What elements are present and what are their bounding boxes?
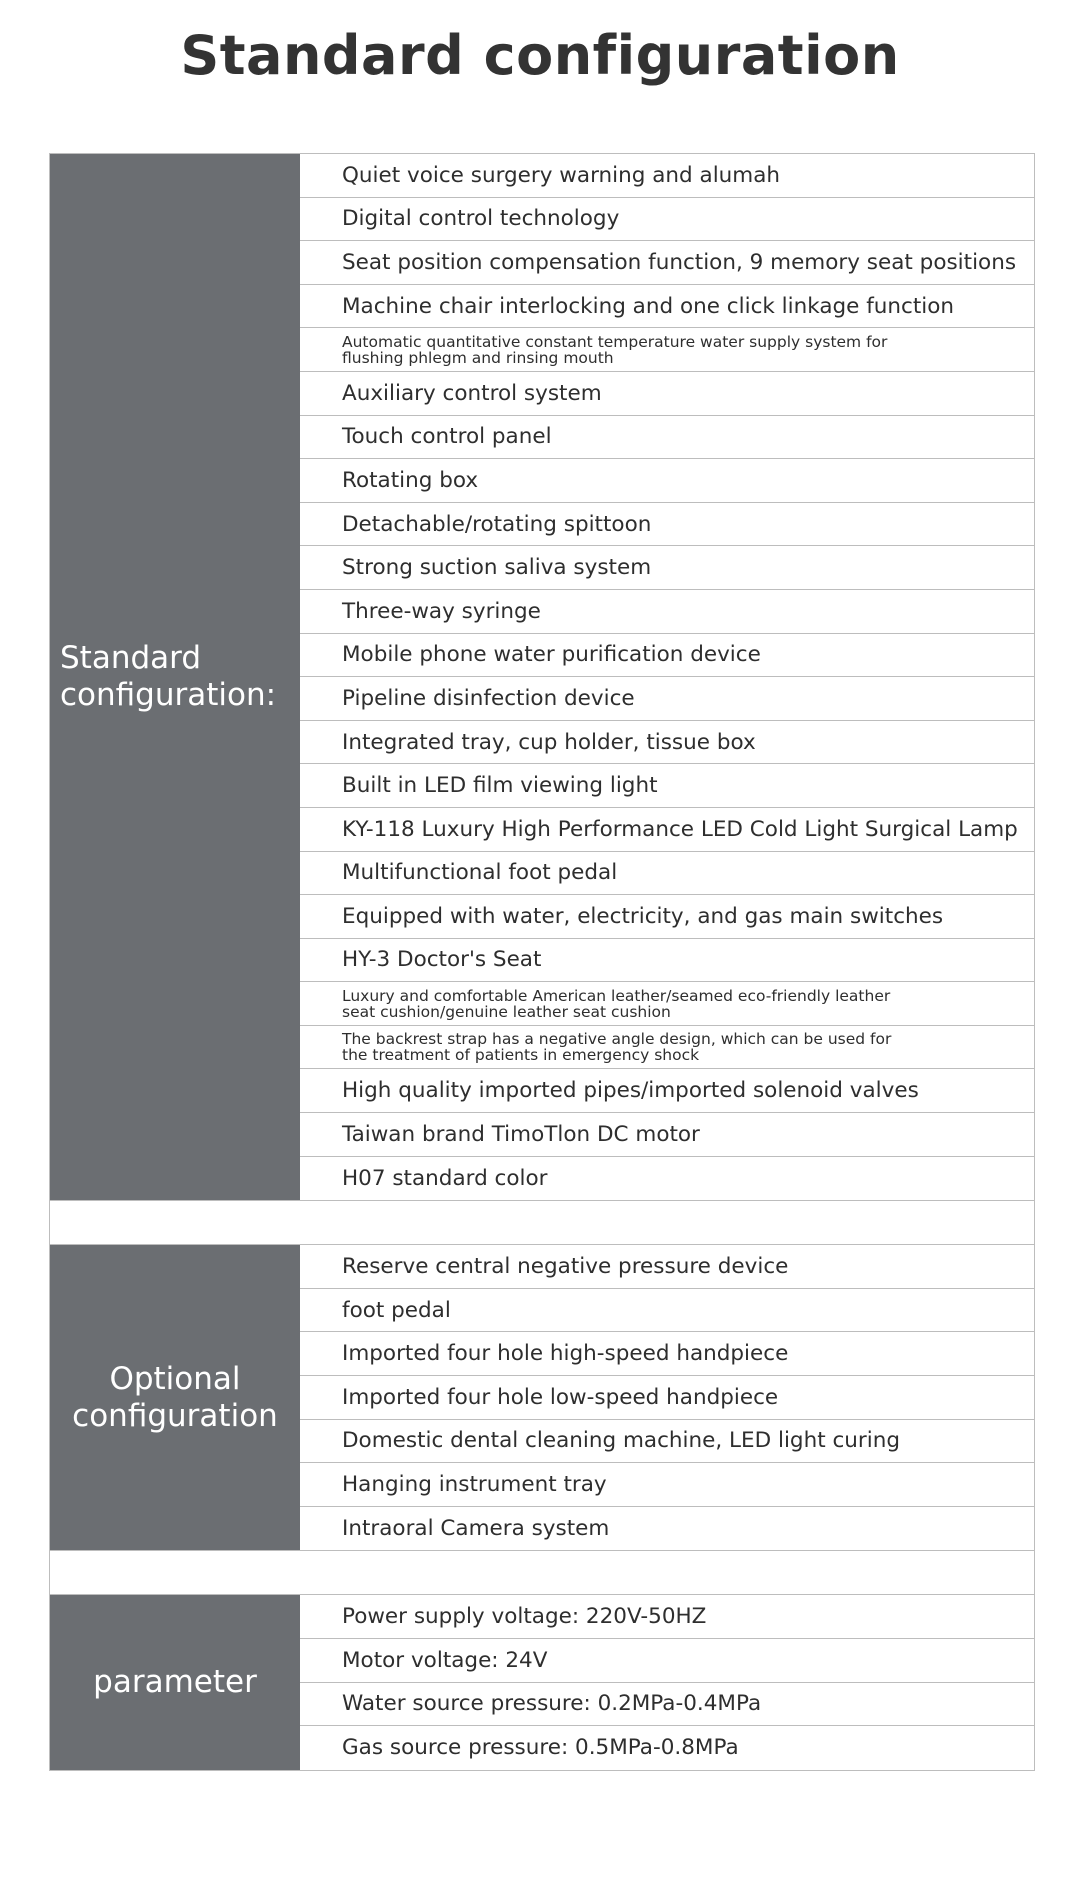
optional-configuration-section	[50, 1245, 1034, 1551]
section-label-parameter: parameter	[50, 1595, 300, 1769]
list-item: Luxury and comfortable American leather/seamed eco-friendly leather seat cushion/genuine leather seat cushion	[300, 982, 1034, 1026]
list-item: Seat position compensation function, 9 memory seat positions	[300, 241, 1034, 285]
configuration-table	[49, 153, 1035, 1771]
list-item: Gas source pressure: 0.5MPa-0.8MPa	[342, 1735, 739, 1761]
list-item: Quiet voice surgery warning and alumah	[300, 154, 1034, 198]
section-spacer	[50, 1201, 1034, 1245]
list-item: Imported four hole high-speed handpiece	[300, 1332, 1034, 1376]
list-item: Intraoral Camera system	[342, 1516, 610, 1542]
standard-configuration-section	[50, 154, 1034, 1201]
list-item: Mobile phone water purification device	[300, 634, 1034, 678]
list-item: Power supply voltage: 220V-50HZ	[300, 1595, 1034, 1639]
list-item: Pipeline disinfection device	[300, 677, 1034, 721]
list-item: Three-way syringe	[300, 590, 1034, 634]
list-item: Touch control panel	[300, 416, 1034, 460]
list-item: KY-118 Luxury High Performance LED Cold Light Surgical Lamp	[300, 808, 1034, 852]
list-item: Strong suction saliva system	[300, 546, 1034, 590]
list-item: Auxiliary control system	[300, 372, 1034, 416]
list-item: Digital control technology	[300, 198, 1034, 242]
standard-items-list	[300, 154, 1034, 1200]
list-item: Built in LED film viewing light	[300, 764, 1034, 808]
list-item: High quality imported pipes/imported solenoid valves	[300, 1069, 1034, 1113]
list-item: Motor voltage: 24V	[300, 1639, 1034, 1683]
section-label-optional: Optional configuration	[50, 1245, 300, 1550]
list-item: Reserve central negative pressure device	[300, 1245, 1034, 1289]
parameter-items-list	[300, 1595, 1034, 1769]
list-item: Machine chair interlocking and one click linkage function	[300, 285, 1034, 329]
list-item: Detachable/rotating spittoon	[300, 503, 1034, 547]
list-item: foot pedal	[300, 1289, 1034, 1333]
list-item: Water source pressure: 0.2MPa-0.4MPa	[300, 1683, 1034, 1727]
page-title: Standard configuration	[180, 24, 900, 87]
list-item: Taiwan brand TimoTlon DC motor	[300, 1113, 1034, 1157]
section-label-standard: Standard configuration:	[50, 154, 300, 1200]
list-item: Imported four hole low-speed handpiece	[300, 1376, 1034, 1420]
list-item: HY-3 Doctor's Seat	[300, 939, 1034, 983]
list-item: Domestic dental cleaning machine, LED light curing	[300, 1420, 1034, 1464]
parameter-section	[50, 1595, 1034, 1770]
section-spacer	[50, 1551, 1034, 1595]
list-item: Automatic quantitative constant temperature water supply system for flushing phlegm and rinsing mouth	[300, 328, 1034, 372]
list-item: The backrest strap has a negative angle design, which can be used for the treatment of patients in emergency shock	[300, 1026, 1034, 1070]
optional-items-list	[300, 1245, 1034, 1550]
list-item: Hanging instrument tray	[300, 1463, 1034, 1507]
list-item: Multifunctional foot pedal	[300, 852, 1034, 896]
list-item: Equipped with water, electricity, and gas main switches	[300, 895, 1034, 939]
list-item: Rotating box	[300, 459, 1034, 503]
list-item: H07 standard color	[342, 1165, 548, 1191]
list-item: Integrated tray, cup holder, tissue box	[300, 721, 1034, 765]
